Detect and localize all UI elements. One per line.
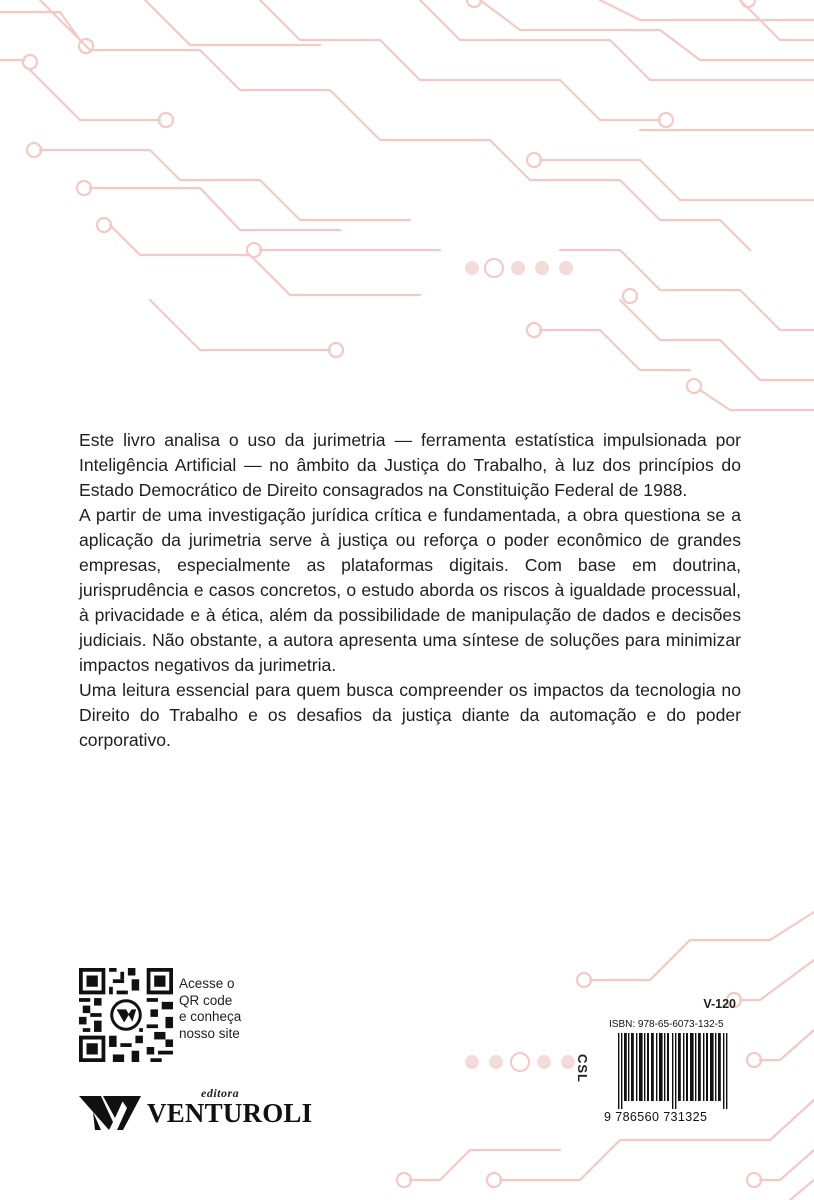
blurb-paragraph-1: Este livro analisa o uso da jurimetria — ferramenta estatística impulsionada por Inteligência Artificial — no âmbito da Justiça do Trabalho, à luz dos princípios do Estado Democrático de Direito consagrados na Constituição Federal de 1988.	[79, 430, 741, 500]
qr-section	[79, 968, 279, 1063]
blurb-paragraph-3: Uma leitura essencial para quem busca compreender os impactos da tecnologia no Direito do Trabalho e os desafios da justiça diante da automação e do poder corporativo.	[79, 680, 741, 750]
blurb-paragraph-2: A partir de uma investigação jurídica crítica e fundamentada, a obra questiona se a aplicação da jurimetria serve à justiça ou reforça o poder econômico de grandes empresas, especialmente as plataformas digitais. Com base em doutrina, jurisprudência e casos concretos, o estudo aborda os riscos à igualdade processual, à privacidade e à ética, além da possibilidade de manipulação de dados e decisões judiciais. Não obstante, a autora apresenta uma síntese de soluções para minimizar impactos negativos da jurimetria.	[79, 505, 741, 675]
publisher-name: VENTUROLI	[147, 1098, 313, 1128]
isbn-label: ISBN: 978-65-6073-132-5	[609, 1019, 724, 1030]
qr-caption-line-2: QR code	[179, 992, 233, 1008]
qr-caption-line-1: Acesse o	[179, 976, 235, 991]
qr-caption-line-3: e conheça	[179, 1009, 242, 1024]
back-cover-blurb	[79, 428, 741, 753]
csl-mark: CSL	[575, 1054, 590, 1083]
volume-code: V-120	[703, 997, 736, 1011]
qr-caption-line-4: nosso site	[179, 1025, 240, 1041]
qr-code[interactable]	[79, 968, 173, 1062]
venturoli-logo-icon	[79, 1094, 141, 1132]
isbn-digits: 9 786560 731325	[604, 1110, 708, 1124]
barcode-block	[575, 1015, 738, 1127]
publisher-logo	[79, 1088, 319, 1134]
barcode-bars	[618, 1033, 730, 1109]
publisher-label: editora	[201, 1086, 240, 1100]
qr-caption	[179, 976, 279, 1042]
